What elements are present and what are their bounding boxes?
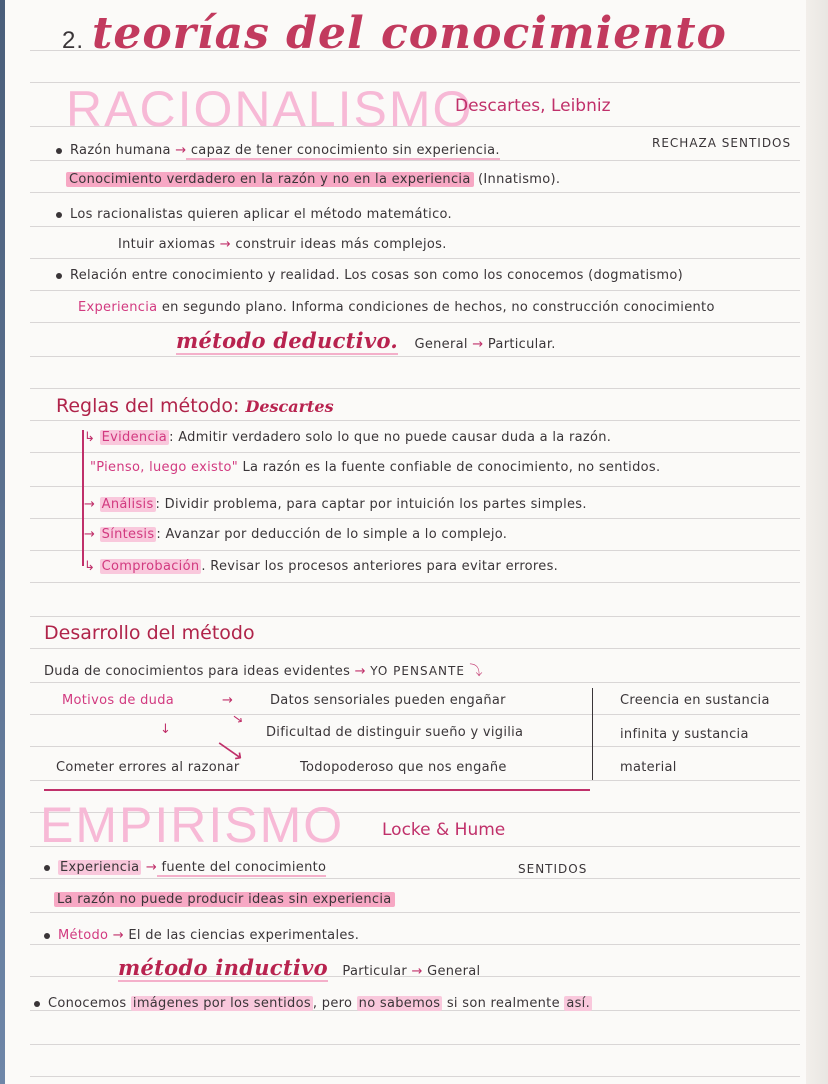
page-edge [806, 0, 828, 1084]
title-text: teorías del conocimiento [92, 8, 727, 59]
desarrollo-title: Desarrollo del método [44, 622, 255, 644]
creencia-2: infinita y sustancia [620, 727, 749, 742]
motivo-3: Todopoderoso que nos engañe [300, 760, 507, 775]
arrow-down-icon: ↓ [160, 722, 172, 737]
arrow-icon: → [222, 693, 234, 708]
arrow-icon: → [472, 337, 484, 352]
note-rechaza-sentidos: RECHAZA SENTIDOS [652, 136, 792, 150]
rac-line-4: Intuir axiomas → construir ideas más complejos. [118, 237, 447, 252]
arrow-icon: → [175, 143, 187, 158]
highlight: Conocimiento verdadero en la razón y no en la experiencia [66, 172, 474, 187]
emp-line-2: La razón no puede producir ideas sin experiencia [54, 892, 395, 907]
desarrollo-line-1: Duda de conocimientos para ideas evidentes → YO PENSANTE ⤵ [44, 664, 483, 679]
regla-pienso: "Pienso, luego existo" La razón es la fuente confiable de conocimiento, no sentidos. [90, 460, 661, 475]
regla-analisis: → Análisis : Dividir problema, para captar por intuición los partes simples. [84, 497, 587, 512]
metodo-inductivo: método inductivo Particular → General [118, 955, 481, 980]
divider [592, 688, 593, 780]
rac-line-2: Conocimiento verdadero en la razón y no en la experiencia (Innatismo). [66, 172, 560, 187]
title-number: 2. [62, 27, 85, 54]
arrow-icon: → [228, 710, 247, 729]
section-divider [44, 789, 590, 791]
motivo-1: Datos sensoriales pueden engañar [270, 693, 506, 708]
creencia-3: material [620, 760, 677, 775]
bullet-icon [56, 148, 62, 154]
motivo-2: Dificultad de distinguir sueño y vigilia [266, 725, 524, 740]
binder-edge [0, 0, 5, 1084]
regla-sintesis: → Síntesis : Avanzar por deducción de lo simple a lo complejo. [84, 527, 508, 542]
racionalismo-authors: Descartes, Leibniz [455, 96, 611, 116]
motivos-label: Motivos de duda [62, 693, 175, 708]
metodo-deductivo: método deductivo. General → Particular. [176, 328, 556, 353]
page-title [62, 8, 727, 59]
emp-line-1: Experiencia → fuente del conocimiento [44, 860, 326, 875]
regla-comprobacion: ↳ Comprobación . Revisar los procesos anteriores para evitar errores. [84, 559, 559, 574]
reglas-title: Reglas del método: Descartes [56, 395, 334, 417]
bullet-icon [56, 273, 62, 279]
arrow-icon: → [219, 237, 231, 252]
creencia-1: Creencia en sustancia [620, 693, 770, 708]
racionalismo-heading: RACIONALISMO [66, 81, 474, 137]
rac-line-5: Relación entre conocimiento y realidad. Los cosas son como los conocemos (dogmatismo) [56, 268, 683, 283]
rac-line-3: Los racionalistas quieren aplicar el método matemático. [56, 207, 452, 222]
empirismo-heading: EMPIRISMO [40, 797, 345, 853]
empirismo-authors: Locke & Hume [382, 820, 506, 840]
note-sentidos: SENTIDOS [518, 862, 588, 876]
regla-evidencia: ↳ Evidencia : Admitir verdadero solo lo que no puede causar duda a la razón. [84, 430, 612, 445]
emp-line-4: Conocemos imágenes por los sentidos , pero no sabemos si son realmente así. [34, 996, 592, 1011]
bullet-icon [56, 212, 62, 218]
emp-line-3: Método → El de las ciencias experimentales. [44, 928, 359, 943]
rac-line-1: Razón humana → capaz de tener conocimiento sin experiencia. [56, 143, 500, 158]
arrow-icon: ⟶ [211, 731, 250, 769]
motivo-cometer: Cometer errores al razonar [56, 760, 240, 775]
rac-line-6: Experiencia en segundo plano. Informa condiciones de hechos, no construcción conocimiento [78, 300, 715, 315]
